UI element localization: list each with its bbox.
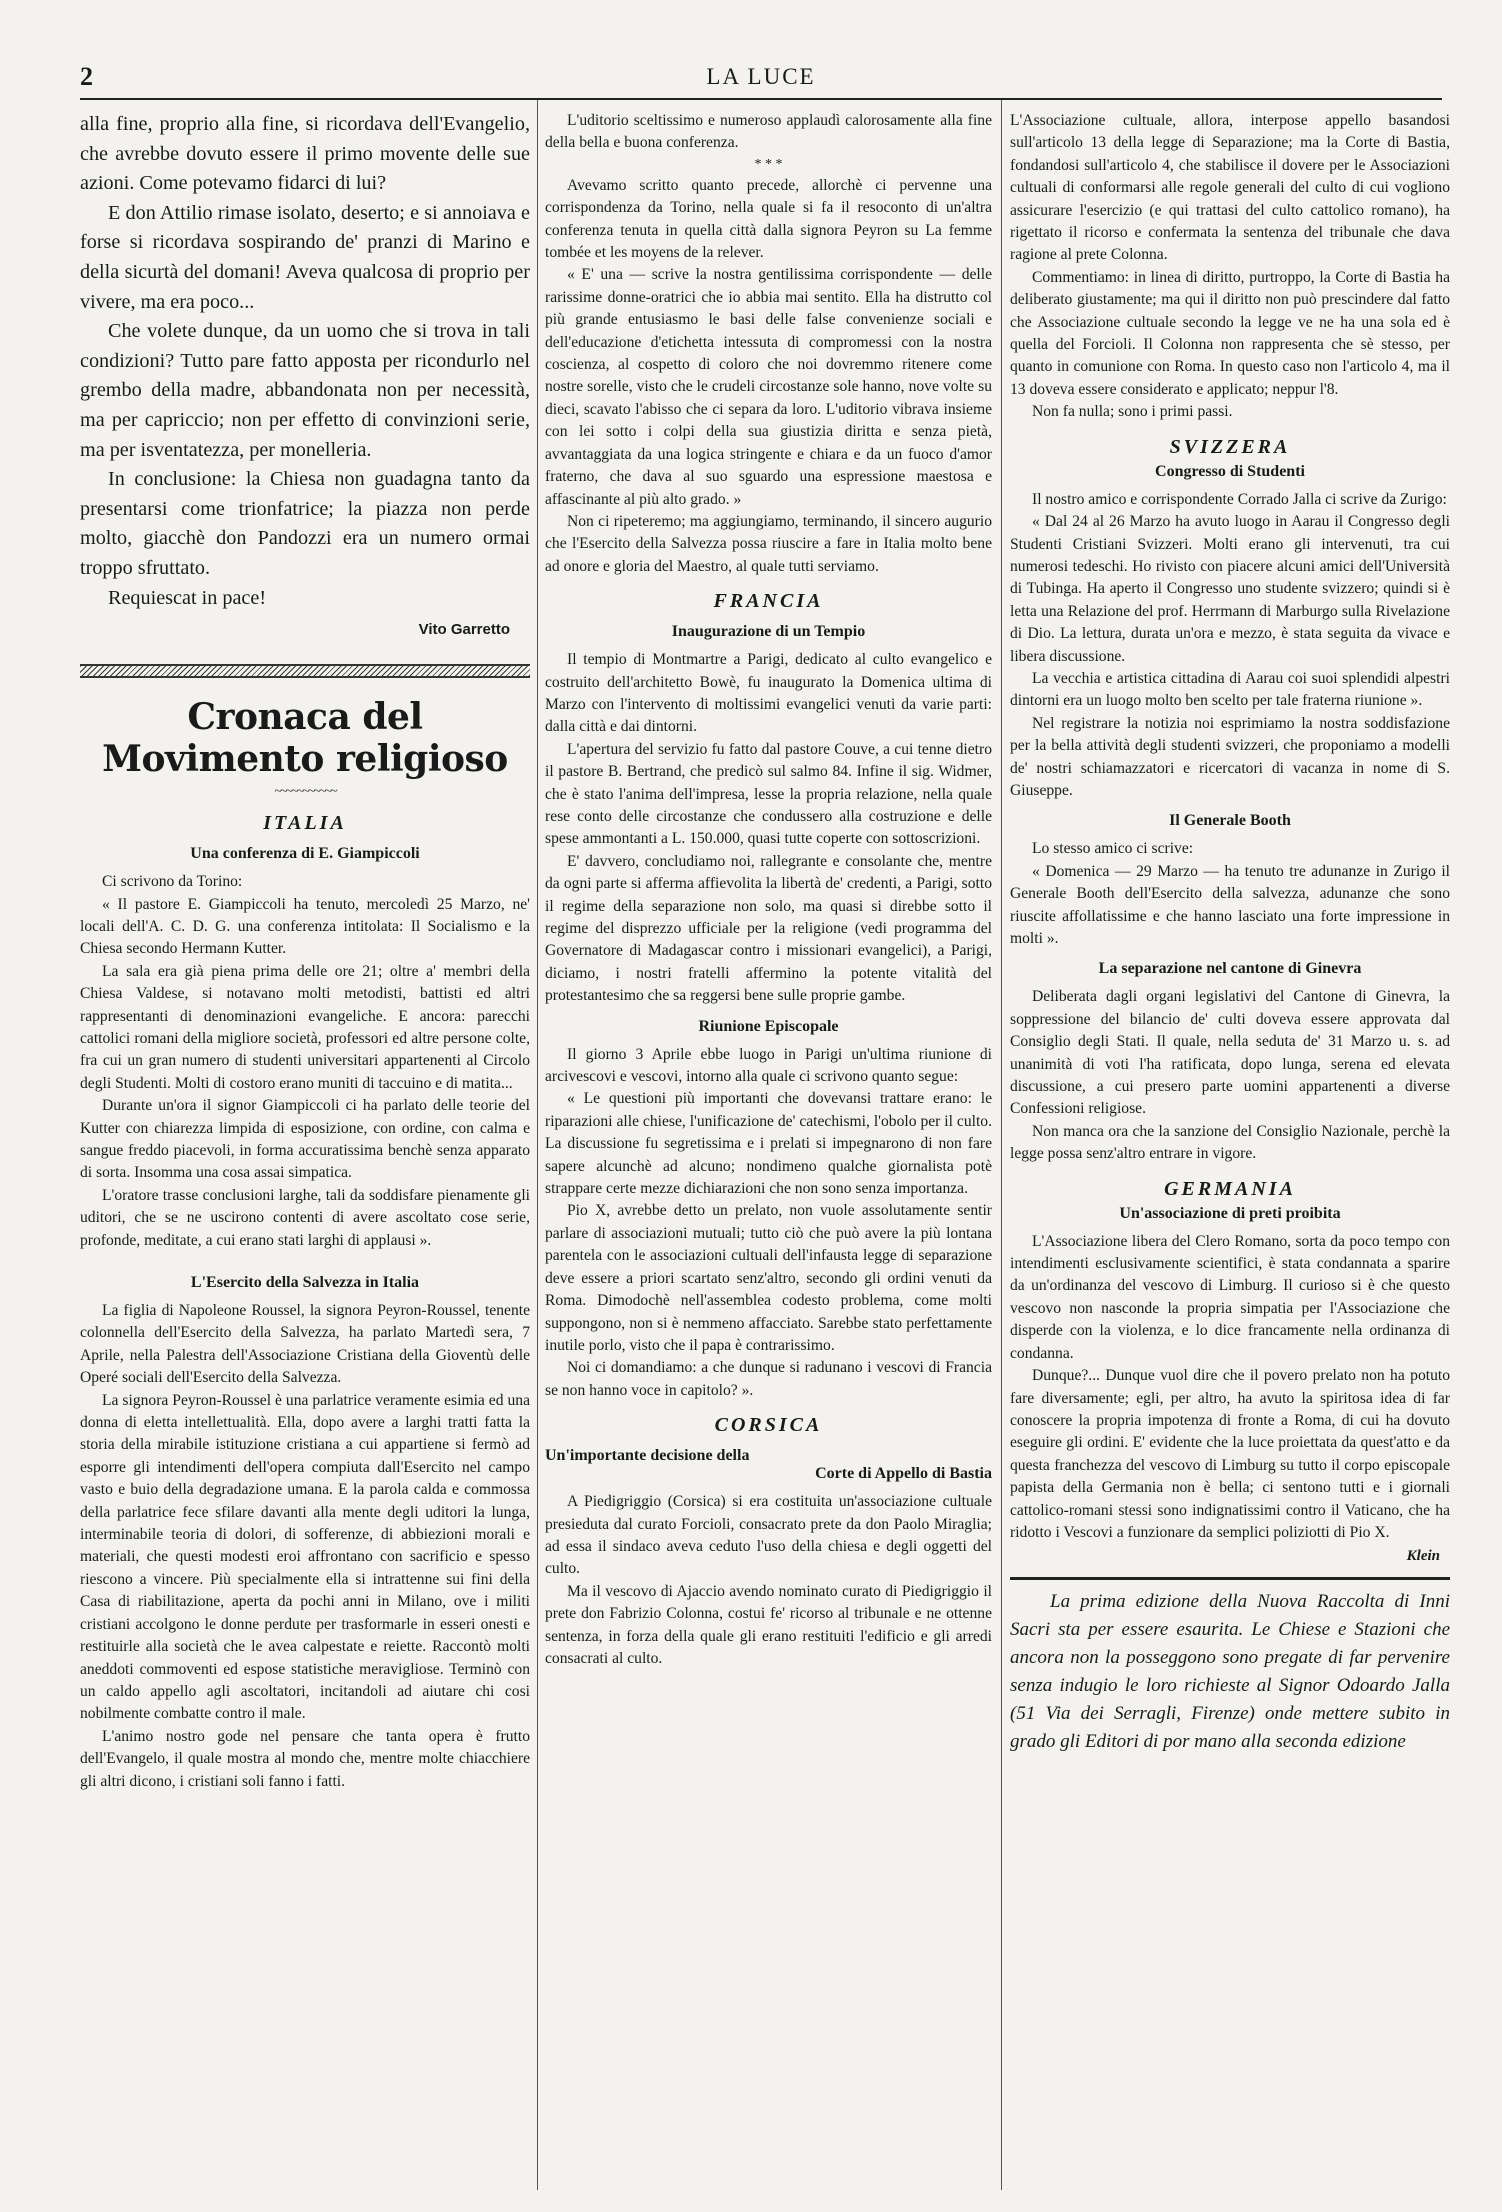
paragraph: Durante un'ora il signor Giampiccoli ci ha parlato delle teorie del Kutter con chiarezza limpida di esposizione, con ordine, con calma e sangue freddo piacevoli, in forma accuratissima benchè senza apparato di sorta. Insomma una cosa assai simpatica. bbox=[80, 1097, 530, 1182]
paragraph: Che volete dunque, da un uomo che si trova in tali condizioni? Tutto pare fatto apposta per ricondurlo nel grembo della madre, abbandonata non per necessità, ma per capriccio; non per effetto di convinzioni serie, ma per isventatezza, per monelleria. bbox=[80, 320, 530, 461]
column-1 bbox=[80, 110, 530, 2190]
column-rule bbox=[1001, 100, 1002, 2190]
article-subheading: La separazione nel cantone di Ginevra bbox=[1098, 960, 1362, 978]
article-subheading: Una conferenza di E. Giampiccoli bbox=[190, 845, 420, 863]
paragraph: Pio X, avrebbe detto un prelato, non vuole assolutamente sentir parlare di associazioni mutuali; tutto ciò che può avere la più lontana parentela con le associazioni cultuali dell'infausta legge di separazione deve essere a priori scartato senz'altro, secondo gli ordini venuti da Roma. Dimodochè nell'assemblea codesto problema, come molti suppongono, non si è nemmeno affacciato. Sarebbe stato perfettamente inutile porlo, visto che il papa è contrarissimo. bbox=[545, 1202, 992, 1354]
paragraph: Ci scrivono da Torino: bbox=[102, 873, 243, 891]
ornament-rule: ~~~~~~~~~~~ bbox=[274, 784, 336, 800]
paragraph: La signora Peyron-Roussel è una parlatrice veramente esimia ed una donna di eletta intellettualità. Ella, dopo avere a larghi tratti fatta la storia della mirabile istituzione cristiana a cui appartiene si fermò ad esporre gli intendimenti dell'opera compiuta dall'Esercito nel campo vasto e buio della degradazione umana. E la parola calda e commossa della parlatrice fece sfilare davanti alla mente degli uditori la lunga, interminabile teoria di dolori, di sofferenze, di abbiezioni morali e materiali, che questi modesti eroi affrontano con sacrificio e spesso riescono a vincere. Più specialmente ella si intrattenne sui fini della Casa di riabilitazione, aperta da pochi anni in Milano, ove i militi cristiani accolgono le donne perdute per trasformarle in esseri onesti e restituirle alla società che le avea calpestate e reiette. Raccontò molti aneddoti commoventi ed espose statistiche meravigliose. Terminò con un caldo appello agli ascoltatori, incitandoli ad aiutare chi cosi nobilmente combatte contro il male. bbox=[80, 1391, 530, 1723]
nation-heading-svizzera: SVIZZERA bbox=[1169, 435, 1291, 458]
paragraph: E' davvero, concludiamo noi, rallegrante e consolante che, mentre da ogni parte si afferma affievolita la libertà de' credenti, a Parigi, sotto il regime della separazione non solo, ma quasi si direbbe sotto il regime del disprezzo ufficiale per la religione (vedi programma del Governatore di Madagascar contro i missionari evangelici), a Parigi, diciamo, i nostri fratelli affermino la potente vitalità del protestantesimo che sa reggersi bene sulle proprie gambe. bbox=[545, 852, 992, 1005]
article-subheading: Il Generale Booth bbox=[1169, 812, 1291, 830]
decorative-divider bbox=[80, 664, 530, 678]
column-2 bbox=[545, 110, 992, 2190]
paragraph: « Dal 24 al 26 Marzo ha avuto luogo in Aarau il Congresso degli Studenti Cristiani Svizzeri. Molti erano gli intervenuti, tra cui numerosi tedeschi. Ho rivisto con piacere alcuni amici dell'Università di Tubinga. Ha aperto il Congresso uno studente svizzero; quindi si è letta una Relazione del prof. Herrmann di Marburgo sulla Rivelazione di Dio. La lettura, durata un'ora e mezzo, è stata seguita da vivace e libera discussione. bbox=[1010, 513, 1450, 665]
nation-heading-germania: GERMANIA bbox=[1164, 1177, 1296, 1200]
nation-heading-francia: FRANCIA bbox=[713, 590, 824, 613]
article-subheading: Un'importante decisione della bbox=[545, 1447, 750, 1465]
paragraph: Dunque?... Dunque vuol dire che il povero prelato non ha potuto fare diversamente; egli, per altro, ha avuto la spiritosa idea di far conoscere la propria impotenza di fronte a Roma, di cui ha dovuto eseguire gli ordini. E' evidente che la luce proiettata da quest'atto e da questa franchezza del vescovo di Limburg su tutto il corpo episcopale papista della Germania non è bella; ci sentono tutti e i giornali cattolico-romani stessi sono indignatissimi contro il Vaticano, che ha ridotto i Vescovi a funzionare da semplici poliziotti di Pio X. bbox=[1010, 1367, 1450, 1541]
paragraph: Commentiamo: in linea di diritto, purtroppo, la Corte di Bastia ha deliberato giustamente; ma qui il diritto non può prescindere dal fatto che Associazione cultuale secondo la legge ve ne ha una sola ed è quella del Forcioli. Il Colonna non rappresenta che sè stesso, per quanto in comunione con Roma. In questo caso non l'articolo 4, ma il 13 doveva essere considerato e applicato; neppur l'8. bbox=[1010, 268, 1450, 398]
article-signature: Klein bbox=[1406, 1548, 1440, 1565]
paragraph: Il tempio di Montmartre a Parigi, dedicato al culto evangelico e costruito dell'architetto Bowè, fu inaugurato la Domenica ultima di Marzo con l'intervento di moltissimi evangelici venuti da varie parti: dalla città e dai dintorni. bbox=[545, 651, 992, 736]
paragraph: « E' una — scrive la nostra gentilissima corrispondente — delle rarissime donne-oratrici che io abbia mai sentito. Ella ha distrutto col più grande entusiasmo le basi delle false convenienze sociali e dell'educazione d'etichetta intessuta di compromessi con la nostra coscienza, al cospetto di coloro che noi dovremmo ritenere come nostre sorelle, visto che le crudeli circostanze sole hanno, nove volte su dieci, scavato l'abisso che ci separa da loro. L'uditorio vibrava insieme con lei sotto i colpi della sua giustizia diritta e senza pietà, avvantaggiata da una logica stringente e chiara e da un fuoco d'amor fraterno, che dava al suo sguardo una espressione maestosa e affascinante al più alto grado. » bbox=[545, 266, 992, 508]
paragraph: « Domenica — 29 Marzo — ha tenuto tre adunanze in Zurigo il Generale Booth dell'Esercito della salvezza, adunanze che sono riuscite affollatissime e che hanno lasciato una forte impressione in molti ». bbox=[1010, 862, 1450, 947]
article-subheading: Un'associazione di preti proibita bbox=[1119, 1204, 1341, 1222]
paragraph: Non ci ripeteremo; ma aggiungiamo, terminando, il sincero augurio che l'Esercito della Salvezza possa riuscire a fare in Italia molto bene ad onore e gloria del Maestro, al quale tutti serviamo. bbox=[545, 512, 992, 575]
announcement-text: La prima edizione della Nuova Raccolta di Inni Sacri sta per essere esaurita. Le Chiese e Stazioni che ancora non la posseggono sono pregate di far pervenire senza indugio le loro richieste al Signor Odoardo Jalla (51 Via dei Serragli, Firenze) onde mettere subito in grado gli Editori di por mano alla seconda edizione bbox=[1010, 1591, 1450, 1753]
paragraph: alla fine, proprio alla fine, si ricordava dell'Evangelio, che avrebbe dovuto essere il primo movente delle sue azioni. Come potevamo fidarci di lui? bbox=[80, 113, 530, 195]
paragraph: Nel registrare la notizia noi esprimiamo la nostra soddisfazione per la bella attività degli studenti svizzeri, che proponiamo a modelli de' nostri schiamazzatori e ricercatori di vacanza in nome di S. Giuseppe. bbox=[1010, 714, 1450, 799]
column-3 bbox=[1010, 110, 1450, 2190]
paragraph: L'Associazione cultuale, allora, interpose appello basandosi sull'articolo 13 della legge di Separazione; ma la Corte di Bastia, fondandosi sull'articolo 4, che stabilisce il dovere per le Associazioni cultuali di conformarsi alle regole generali del culto di cui vogliono assicurare l'esercizio (e qui trattasi del culto cattolico romano), ha rigettato il ricorso e confermata la sentenza del tribunale che dava ragione al prete Colonna. bbox=[1010, 112, 1450, 264]
paragraph: E don Attilio rimase isolato, deserto; e si annoiava e forse si ricordava sospirando de' pranzi di Marino e della sicurtà del domani! Aveva qualcosa di proprio per vivere, ma era poco... bbox=[80, 201, 530, 313]
paragraph: « Il pastore E. Giampiccoli ha tenuto, mercoledì 25 Marzo, ne' locali dell'A. C. D. G. una conferenza intitolata: Il Socialismo e la Chiesa secondo Hermann Kutter. bbox=[80, 895, 530, 958]
page-header bbox=[80, 62, 1442, 100]
page-number: 2 bbox=[80, 62, 93, 91]
nation-heading-corsica: CORSICA bbox=[714, 1414, 823, 1437]
article-subheading: Riunione Episcopale bbox=[698, 1017, 839, 1035]
article-subheading: Corte di Appello di Bastia bbox=[815, 1465, 992, 1483]
announcement-box bbox=[1010, 1577, 1450, 1756]
paragraph: L'apertura del servizio fu fatto dal pastore Couve, a cui tenne dietro il pastore B. Bertrand, che predicò sul salmo 84. Infine il sig. Widmer, che è stato l'anima dell'impresa, lesse la propria relazione, nella quale rese conto delle circostanze che condussero alla costruzione e delle spese ammontanti a L. 150.000, quasi tutte coperte con sottoscrizioni. bbox=[545, 740, 992, 848]
paragraph: Il nostro amico e corrispondente Corrado Jalla ci scrive da Zurigo: bbox=[1032, 490, 1447, 508]
article-subheading: Congresso di Studenti bbox=[1155, 462, 1305, 480]
paragraph: Non manca ora che la sanzione del Consiglio Nazionale, perchè la legge possa senz'altro entrare in vigore. bbox=[1010, 1122, 1450, 1163]
paragraph: « Le questioni più importanti che dovevansi trattare erano: le riparazioni alle chiese, l'unificazione de' catechismi, l'obolo per il culto. La discussione fu segretissima e i prelati si impegnarono di non fare sapere alcunchè ad alcuno; nondimeno qualche giornalista potè strappare certe mezze dichiarazioni che non sono senza importanza. bbox=[545, 1090, 992, 1198]
paragraph: Avevamo scritto quanto precede, allorchè ci pervenne una corrispondenza da Torino, nella quale si fa il resoconto di un'altra conferenza tenuta in quella città dalla signora Peyron su La femme tombée et les moyens de la relever. bbox=[545, 176, 992, 262]
paragraph: A Piedigriggio (Corsica) si era costituita un'associazione cultuale presieduta dal curato Forcioli, consacrato prete da don Paolo Miraglia; ad essa il sindaco aveva ceduto l'uso della chiesa e degli oggetti del culto. bbox=[545, 1493, 992, 1578]
article-subheading: L'Esercito della Salvezza in Italia bbox=[190, 1274, 420, 1291]
paragraph: L'uditorio sceltissimo e numeroso applaudì calorosamente alla fine della bella e buona conferenza. bbox=[545, 112, 992, 152]
paragraph: Lo stesso amico ci scrive: bbox=[1032, 840, 1194, 858]
paragraph: La figlia di Napoleone Roussel, la signora Peyron-Roussel, tenente colonnella dell'Esercito della Salvezza, ha parlato Martedì sera, 7 Aprile, nella Palestra dell'Associazione Cristiana della Gioventù delle Operé sociali dell'Esercito della Salvezza. bbox=[80, 1302, 530, 1387]
paragraph: Non fa nulla; sono i primi passi. bbox=[1032, 403, 1233, 421]
paragraph: L'Associazione libera del Clero Romano, sorta da poco tempo con intendimenti esclusivamente scientifici, è stata condannata a sparire da un'ordinanza del vescovo di Limburg. Il curioso si è che questo vescovo non nasconde la propria simpatia per l'Associazione che disperde con la violenza, e lo dice francamente nella ordinanza di condanna. bbox=[1010, 1232, 1450, 1362]
article-continuation bbox=[80, 110, 530, 613]
paragraph: In conclusione: la Chiesa non guadagna tanto da presentarsi come trionfatrice; la piazza non perde molto, giacchè don Pandozzi era un numero ormai troppo sfruttato. bbox=[80, 468, 530, 579]
paragraph: Deliberata dagli organi legislativi del Cantone di Ginevra, la soppressione del bilancio de' culti doveva essere approvata dal Consiglio degli Stati. Il quale, nella seduta de' 31 Marzo u. s. ad unanimità di voti l'ha ratificata, dopo lunga, serena ed elevata discussione, a cui presero parte uomini appartenenti a diverse Confessioni religiose. bbox=[1010, 988, 1450, 1118]
article-body bbox=[80, 1300, 530, 1793]
paragraph: La sala era già piena prima delle ore 21; oltre a' membri della Chiesa Valdese, si notavano molti metodisti, battisti ed altri rappresentanti di denominazioni evangeliche. E ancora: parecchi cattolici romani della migliore società, professori ed altre persone colte, fra cui un gran numero di studenti universitari appartenenti al Circolo degli Studenti. Molti di costoro erano muniti di taccuino e di matita... bbox=[80, 962, 530, 1092]
paragraph: L'animo nostro gode nel pensare che tanta opera è frutto dell'Evangelo, il quale mostra al mondo che, mentre molte chiacchiere gli altri dicono, i cristiani soli fanno i fatti. bbox=[80, 1727, 530, 1790]
section-separator: * * * bbox=[754, 156, 783, 172]
article-signature: Vito Garretto bbox=[418, 621, 510, 639]
section-title: Cronaca del Movimento religioso bbox=[102, 696, 508, 781]
paragraph: L'oratore trasse conclusioni larghe, tali da soddisfare pienamente gli uditori, che se ne uscirono contenti di avere ascoltato cose serie, profonde, meditate, a cui erano stati larghi di applausi ». bbox=[80, 1186, 530, 1249]
paragraph: Requiescat in pace! bbox=[108, 586, 267, 609]
masthead-title: LA LUCE bbox=[706, 64, 816, 89]
column-rule bbox=[537, 100, 538, 2190]
article-subheading: Inaugurazione di un Tempio bbox=[671, 623, 866, 641]
paragraph: Il giorno 3 Aprile ebbe luogo in Parigi un'ultima riunione di arcivescovi e vescovi, intorno alla quale ci scrivono quanto segue: bbox=[545, 1045, 992, 1086]
nation-heading-italia: ITALIA bbox=[263, 812, 347, 835]
paragraph: Noi ci domandiamo: a che dunque si radunano i vescovi di Francia se non hanno voce in capitolo? ». bbox=[545, 1359, 992, 1399]
paragraph: La vecchia e artistica cittadina di Aarau coi suoi splendidi alpestri dintorni era un luogo molto ben scelto per tale fraterna riunione ». bbox=[1010, 669, 1450, 710]
paragraph: Ma il vescovo di Ajaccio avendo nominato curato di Piedigriggio il prete don Fabrizio Colonna, costui fe' ricorso al tribunale e ne ottenne sentenza, in forza della quale gli erano restituiti l'edificio e gli arredi consacrati al culto. bbox=[545, 1582, 992, 1667]
article-body bbox=[80, 871, 530, 1252]
